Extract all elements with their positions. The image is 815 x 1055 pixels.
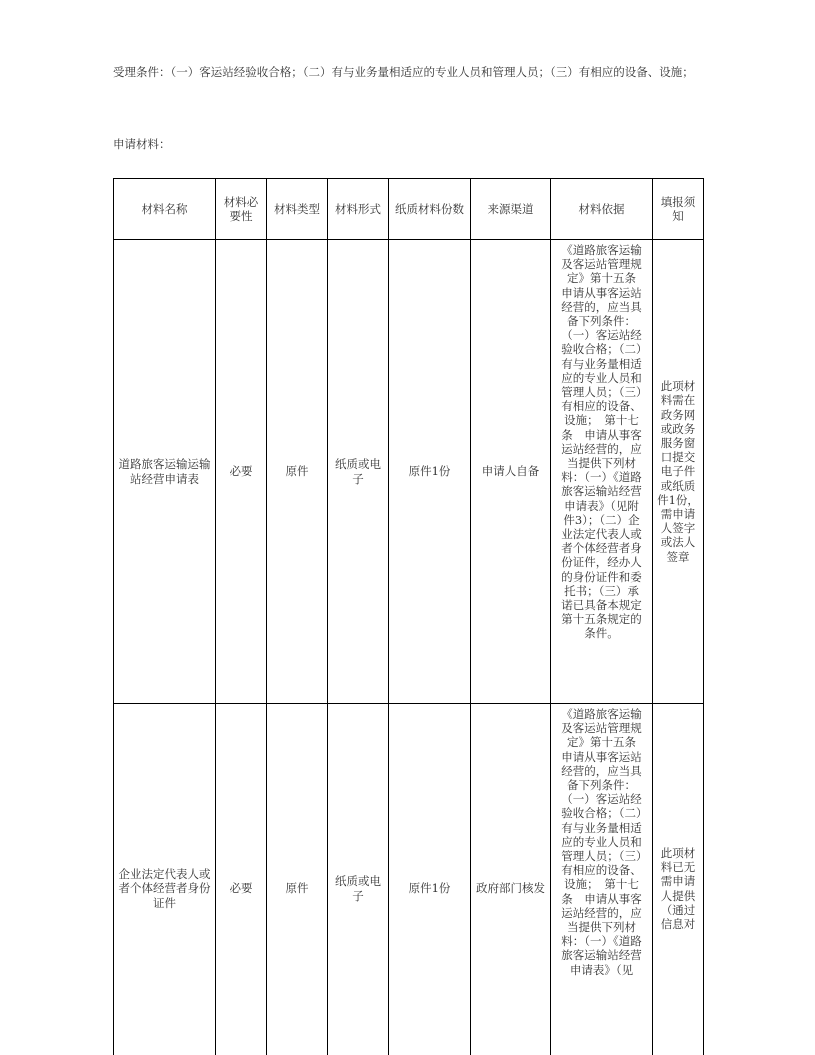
header-source: 来源渠道 [471,179,551,240]
material-type: 原件 [267,704,328,1055]
material-type: 原件 [267,240,328,704]
header-notes: 填报须知 [653,179,704,240]
material-basis: 《道路旅客运输及客运站管理规定》第十五条 申请从事客运站经营的，应当具备下列条件：（一）客运站经验收合格；（二）有与业务量相适应的专业人员和管理人员；（三）有相应的设备、设施； 第十七条 申请从事客运站经营的，应当提供下列材料：（一）《道路旅客运输站经营申请表》（见 [551,704,653,1055]
material-form: 纸质或电子 [328,240,389,704]
header-copies: 纸质材料份数 [389,179,471,240]
accept-conditions-text: 受理条件：（一）客运站经验收合格；（二）有与业务量相适应的专业人员和管理人员；（三）有相应的设备、设施； [113,65,694,79]
header-type: 材料类型 [267,179,328,240]
material-name: 企业法定代表人或者个体经营者身份证件 [114,704,216,1055]
material-required: 必要 [216,704,267,1055]
header-name: 材料名称 [114,179,216,240]
header-form: 材料形式 [328,179,389,240]
material-notes: 此项材料需在政务网或政务服务窗口提交电子件或纸质件1份，需申请人签字或法人签章 [653,240,704,704]
material-basis: 《道路旅客运输及客运站管理规定》第十五条 申请从事客运站经营的，应当具备下列条件：（一）客运站经验收合格；（二）有与业务量相适应的专业人员和管理人员；（三）有相应的设备、设施； 第十七条 申请从事客运站经营的，应当提供下列材料：（一）《道路旅客运输站经营申请表》（见附件3）；（二）企业法定代表人或者个体经营者身份证件，经办人的身份证件和委托书；（三）承诺已具备本规定第十五条规定的条件。 [551,240,653,704]
header-basis: 材料依据 [551,179,653,240]
material-copies: 原件1份 [389,704,471,1055]
table-row [114,240,704,704]
material-copies: 原件1份 [389,240,471,704]
header-required: 材料必要性 [216,179,267,240]
materials-label: 申请材料： [113,137,171,151]
material-name: 道路旅客运输运输站经营申请表 [114,240,216,704]
material-required: 必要 [216,240,267,704]
material-source: 政府部门核发 [471,704,551,1055]
material-notes: 此项材料已无需申请人提供（通过信息对 [653,704,704,1055]
material-form: 纸质或电子 [328,704,389,1055]
table-row [114,704,704,1055]
table-header-row [114,179,704,240]
materials-table [113,178,704,1055]
material-source: 申请人自备 [471,240,551,704]
